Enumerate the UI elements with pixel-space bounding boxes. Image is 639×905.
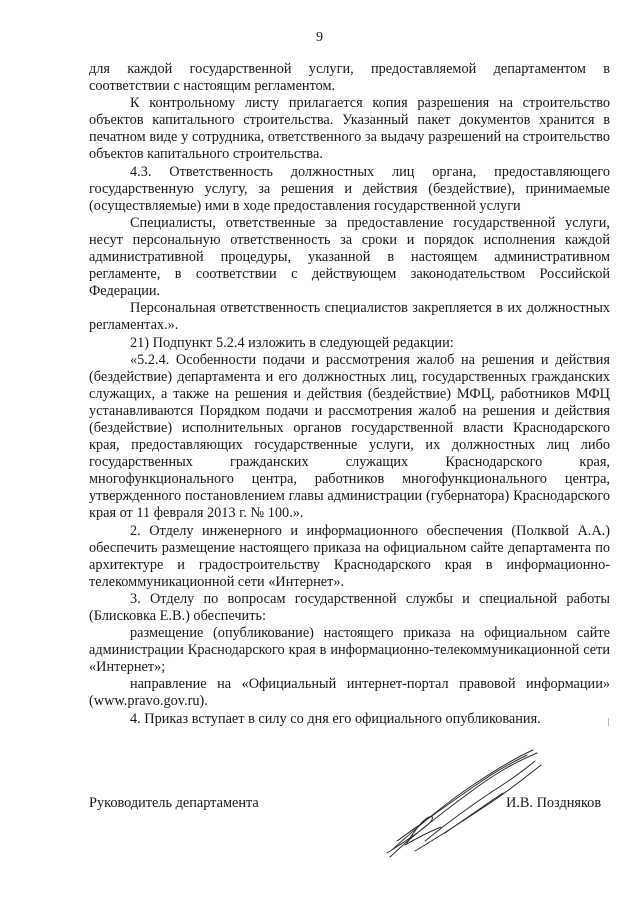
margin-mark	[608, 718, 609, 726]
page-number: 9	[316, 30, 323, 45]
document-body	[89, 61, 610, 728]
paragraph: К контрольному листу прилагается копия разрешения на строительство объектов капитального строительства. Указанный пакет документов хранится в печатном виде у сотрудника, ответственного за выдачу разрешений на строительство объектов капитального строительства.	[89, 95, 610, 163]
paragraph: Специалисты, ответственные за предоставление государственной услуги, несут персональную ответственность за сроки и порядок исполнения каждой административной процедуры, указанной в настоящем административном регламенте, в соответствии с действующем законодательством Российской Федерации.	[89, 214, 610, 300]
paragraph: 4. Приказ вступает в силу со дня его официального опубликования.	[130, 710, 541, 727]
paragraph: 4.3. Ответственность должностных лиц органа, предоставляющего государственную услугу, за решения и действия (бездействие), принимаемые (осуществляемые) ими в ходе предоставления государственной услуги	[89, 163, 610, 214]
paragraph: 3. Отделу по вопросам государственной службы и специальной работы (Блисковка Е.В.) обеспечить:	[89, 590, 610, 624]
paragraph: Персональная ответственность специалистов закрепляется в их должностных регламентах.».	[89, 300, 610, 334]
paragraph: для каждой государственной услуги, предоставляемой департаментом в соответствии с настоящим регламентом.	[89, 61, 610, 95]
signatory-name: И.В. Поздняков	[506, 795, 602, 811]
paragraph: 21) Подпункт 5.2.4 изложить в следующей редакции:	[130, 334, 454, 351]
paragraph: направление на «Официальный интернет-портал правовой информации» (www.pravo.gov.ru).	[89, 676, 610, 710]
paragraph: 2. Отделу инженерного и информационного обеспечения (Полквой А.А.) обеспечить размещение настоящего приказа на официальном сайте департамента по архитектуре и градостроительству Краснодарского края в информационно-телекоммуникационной сети «Интернет».	[89, 522, 610, 590]
paragraph: размещение (опубликование) настоящего приказа на официальном сайте администрации Краснодарского края в информационно-телекоммуникационной сети «Интернет»;	[89, 625, 610, 676]
paragraph: «5.2.4. Особенности подачи и рассмотрения жалоб на решения и действия (бездействие) департамента и его должностных лиц, государственных гражданских служащих, а также на решения и действия (бездействие) МФЦ, работников МФЦ устанавливаются Порядком подачи и рассмотрения жалоб на решения и действия (бездействие) исполнительных органов государственной власти Краснодарского края, предоставляющих государственные услуги, их должностных лиц либо государственных гражданских служащих Краснодарского края, многофункционального центра, работников многофункционального центра, утвержденного постановлением главы администрации (губернатора) Краснодарского края от 11 февраля 2013 г. № 100.».	[89, 351, 610, 522]
signatory-position: Руководитель департамента	[89, 795, 259, 811]
